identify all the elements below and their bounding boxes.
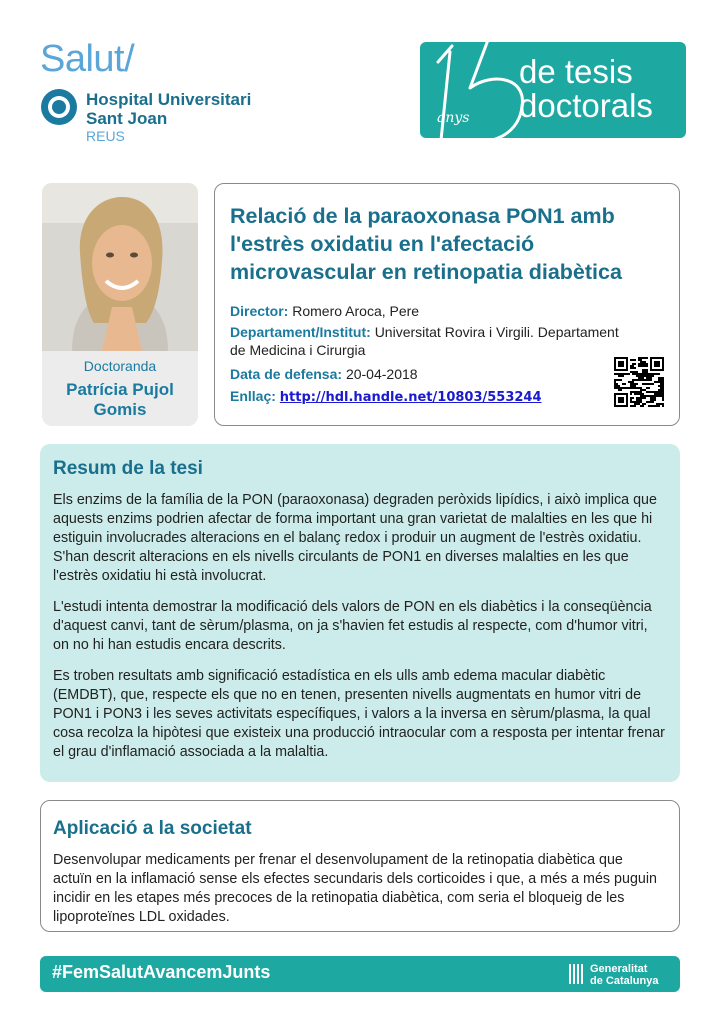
footer-hashtag: #FemSalutAvancemJunts — [52, 962, 271, 982]
director-row — [230, 302, 419, 320]
summary-title: Resum de la tesi — [53, 458, 203, 479]
generalitat-logo-icon — [568, 963, 584, 985]
salut-logo-text: Salut/ — [40, 38, 135, 80]
link-row — [230, 387, 542, 407]
generalitat-line2: de Catalunya — [590, 975, 659, 987]
department-row — [230, 323, 620, 359]
hospital-name-line1: Hospital Universitari — [86, 90, 252, 109]
banner-line1: de tesis — [519, 53, 633, 90]
application-title: Aplicació a la societat — [53, 818, 252, 839]
hospital-logo-icon — [40, 88, 78, 126]
hospital-name — [86, 90, 251, 128]
defense-date-value: 20-04-2018 — [345, 366, 418, 382]
summary-paragraph-1: Els enzims de la família de la PON (paraoxonasa) degraden peròxids lipídics, i això implica que aquests enzims podrien afectar de forma important una gran varietat de malalties en les que hi estiguin involucrades alteracions en el balanç redox i produir un augment de l'estrès oxidatiu. S'han descrit alteracions en els nivells circulants de PON1 en diverses malalties en les que l'estrès oxidatiu hi està involucrat. — [53, 492, 657, 584]
banner-anys: anys — [437, 110, 470, 126]
summary-paragraph-3: Es troben resultats amb significació estadística en els ulls amb edema macular diabètic (EMDBT), que, respecte els que no en tenen, presenten nivells augmentats en humor vitri de PON1 i PON3 i les seves activitats específiques, i valors a la inversa en sèrum/plasma, la qual cosa recolza la hipòtesi que existeix una producció intraocular com a resposta per intentar frenar el grau d'inflamació associada a la malaltia. — [53, 668, 665, 760]
defense-date-label: Data de defensa: — [230, 366, 343, 382]
summary-paragraph-2: L'estudi intenta demostrar la modificació dels valors de PON en els diabètics i la conseqüència d'aquest canvi, tant de sèrum/plasma, on ja s'havien fet estudis al respecte, com d'humor vitri, on no hi han estudis encara descrits. — [53, 599, 652, 653]
thesis-title: Relació de la paraoxonasa PON1 amb l'estrès oxidatiu en l'afectació microvascular en retinopatia diabètica — [230, 204, 622, 284]
application-text: Desenvolupar medicaments per frenar el desenvolupament de la retinopatia diabètica que actuïn en la inflamació sense els efectes secundaris dels corticoides i que, a més a més puguin incidir en les etapes més precoces de la retinopatia diabètica, com seria el bloqueig de les lipoproteïnes LDL oxidades. — [53, 852, 657, 925]
doctoranda-name-line1: Patrícia Pujol — [66, 380, 174, 399]
doctoranda-card — [42, 183, 198, 426]
department-value: Universitat Rovira i Virgili. Departament de Medicina i Cirurgia — [230, 324, 619, 358]
defense-date-row — [230, 365, 418, 383]
thesis-link[interactable]: http://hdl.handle.net/10803/553244 — [279, 390, 542, 405]
hospital-name-line2: Sant Joan — [86, 109, 168, 128]
doctoranda-role: Doctoranda — [83, 358, 157, 374]
director-value: Romero Aroca, Pere — [292, 303, 420, 319]
hospital-city: REUS — [86, 128, 125, 144]
link-label: Enllaç: — [230, 388, 276, 404]
generalitat-text — [590, 963, 658, 987]
doctoranda-photo — [42, 183, 198, 351]
banner-line2: doctorals — [519, 87, 653, 124]
qr-code-icon[interactable] — [614, 357, 664, 407]
doctoranda-name — [42, 380, 198, 420]
generalitat-line1: Generalitat — [590, 963, 648, 975]
department-label: Departament/Institut: — [230, 324, 371, 340]
director-label: Director: — [230, 303, 289, 319]
doctoranda-name-line2: Gomis — [93, 400, 147, 419]
